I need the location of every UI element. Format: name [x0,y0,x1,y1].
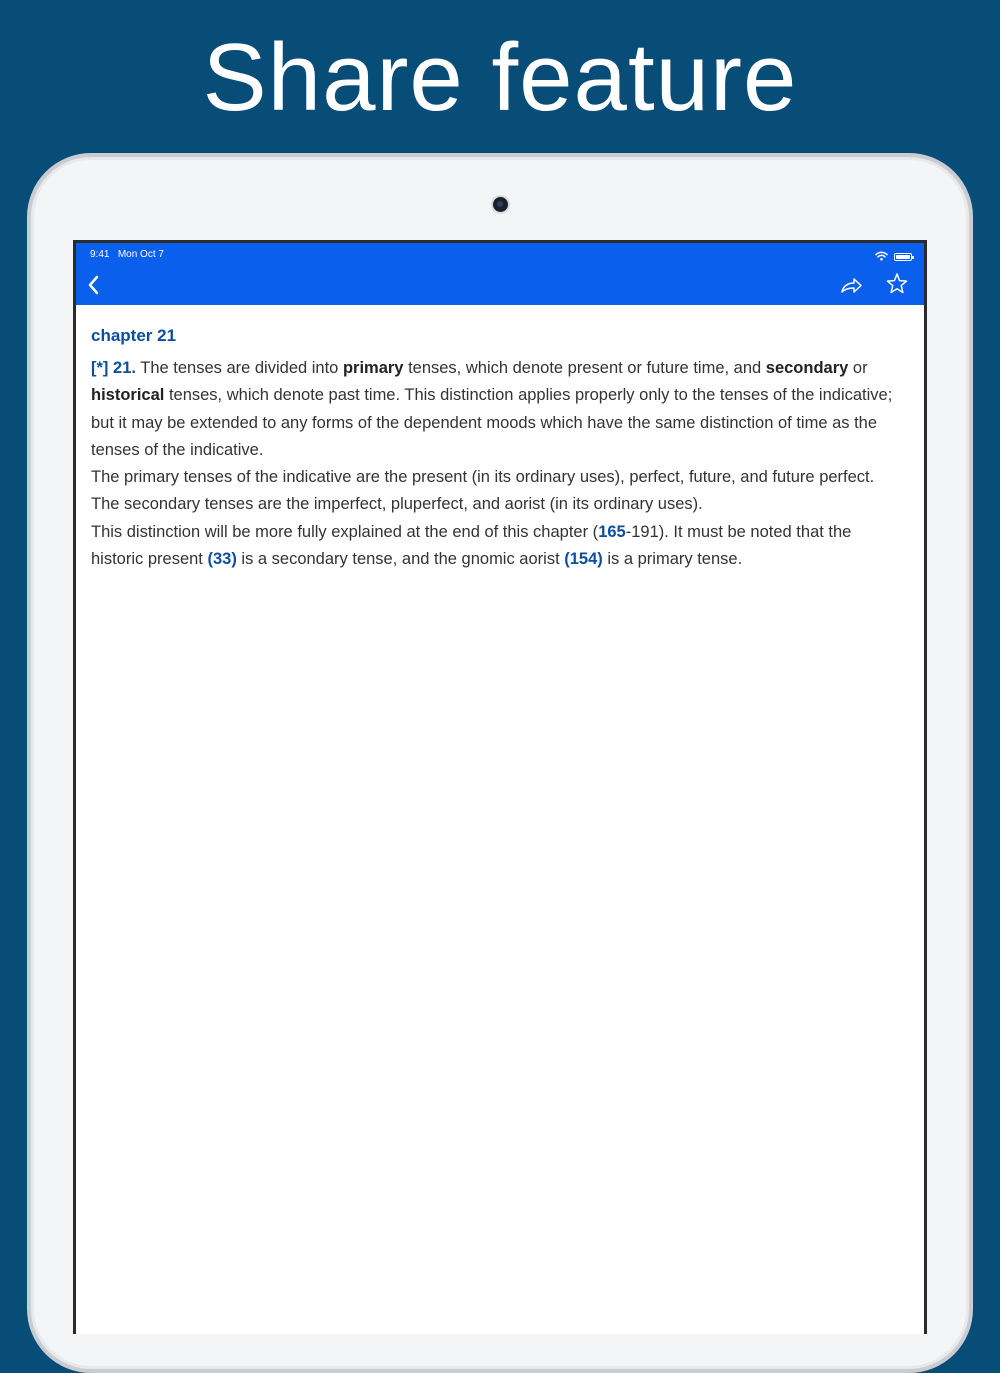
favorite-button[interactable] [884,271,910,297]
battery-icon [894,253,912,261]
star-outline-icon [884,271,910,297]
paragraph-2: The primary tenses of the indicative are the present (in its ordinary uses), perfect, future, and future perfect. The secondary tenses are the imperfect, pluperfect, and aorist (in its ordinary uses). [91,468,875,514]
wifi-icon [875,248,888,266]
status-date: Mon Oct 7 [117,249,164,260]
section-link-33[interactable]: (33) [207,550,237,569]
text: The tenses are divided into [135,359,343,377]
section-number[interactable]: 21. [113,359,136,377]
article-content [91,325,901,573]
reference-link[interactable]: [*] [91,359,109,377]
text: This distinction will be more fully explained at the end of this chapter ( [91,522,599,541]
chevron-left-icon [84,273,106,297]
text: or [848,359,868,377]
status-indicators [875,248,912,266]
section-link-154[interactable]: (154) [564,550,603,569]
text: is a secondary tense, and the gnomic aorist [236,550,565,569]
text: tenses, which denote present or future time, and [403,359,766,377]
battery-level [896,255,910,259]
paragraph-3 [91,519,901,574]
front-camera [493,197,508,212]
status-time: 9:41 [90,249,110,260]
term-primary: primary [342,359,404,377]
tablet-screen [73,240,927,1334]
paragraph-1 [91,355,901,464]
status-time-date [90,249,164,260]
share-button[interactable] [838,273,866,297]
app-view [76,243,924,1334]
text: is a primary tense. [602,550,743,569]
text: -191). It must be noted that the historic present [91,522,852,569]
back-button[interactable] [84,273,106,297]
navigation-bar [76,243,924,305]
term-secondary: secondary [765,359,849,377]
text: tenses, which denote past time. This distinction applies properly only to the tenses of the indicative; but it may be extended to any forms of the dependent moods which have the same distinction of time as the tenses of the indicative. [91,386,893,459]
share-arrow-icon [838,273,866,297]
headline: Share feature [202,24,798,131]
term-historical: historical [91,386,165,405]
section-link-165[interactable]: 165 [598,522,626,541]
chapter-title: chapter 21 [91,326,177,345]
